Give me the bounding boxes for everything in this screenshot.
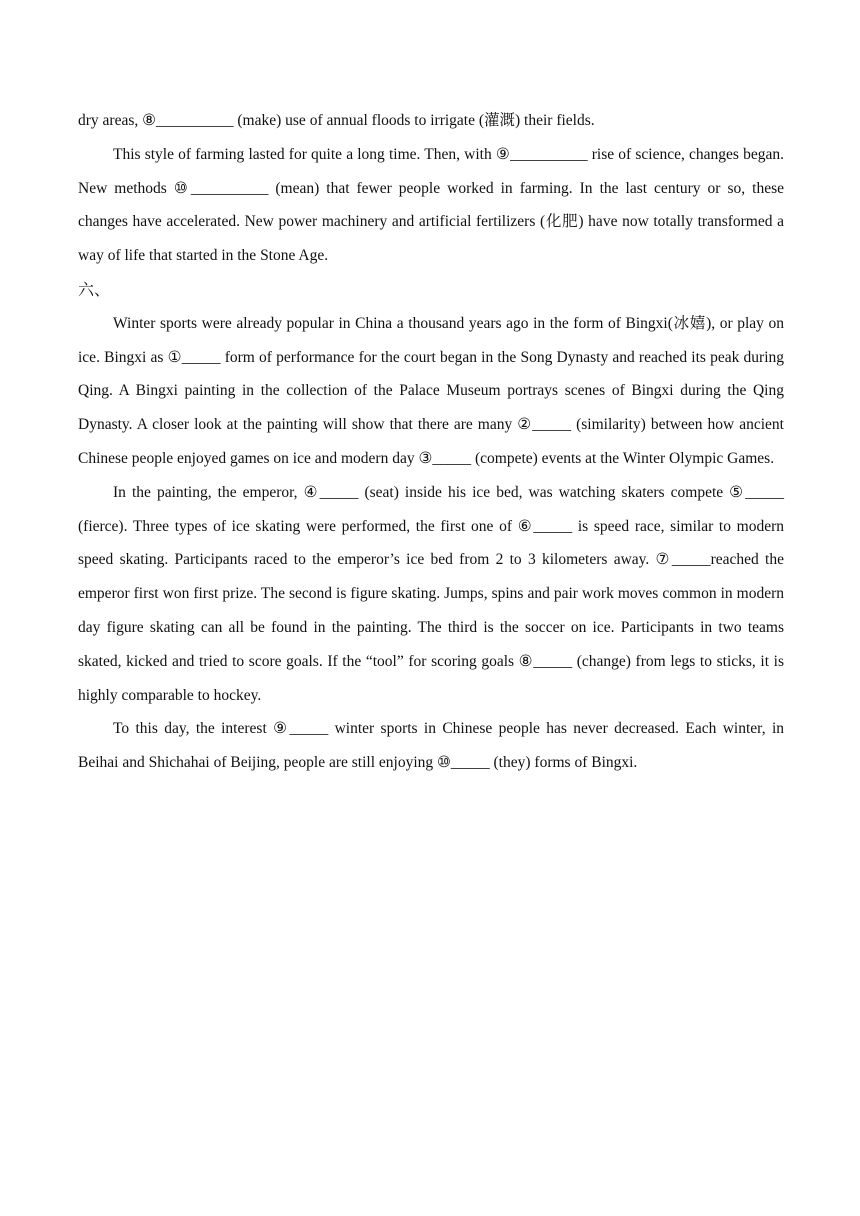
section-heading-six: 六、 (78, 279, 111, 299)
paragraph-farming-changes: This style of farming lasted for quite a long time. Then, with ⑨__________ rise of science, changes began. New methods ⑩__________ (mean) that fewer people worked in farming. In the last century or so, these changes have accelerated. New power machinery and artificial fertilizers (化肥) have now totally transformed a way of life that started in the Stone Age. (78, 145, 784, 265)
paragraph-interest-today: To this day, the interest ⑨_____ winter sports in Chinese people has never decreased. Each winter, in Beihai and Shichahai of Beijing, people are still enjoying ⑩_____ (they) forms of Bingxi. (78, 720, 784, 772)
document-page (78, 104, 784, 780)
paragraph-painting-description: In the painting, the emperor, ④_____ (seat) inside his ice bed, was watching skaters compete ⑤_____ (fierce). Three types of ice skating were performed, the first one of ⑥_____ is speed race, similar to modern speed skating. Participants raced to the emperor’s ice bed from 2 to 3 kilometers away. ⑦_____reached the emperor first won first prize. The second is figure skating. Jumps, spins and pair work moves common in modern day figure skating can all be found in the painting. The third is the soccer on ice. Participants in two teams skated, kicked and tried to score goals. If the “tool” for scoring goals ⑧_____ (change) from legs to sticks, it is highly comparable to hockey. (78, 483, 784, 704)
paragraph-fragment-dry-areas: dry areas, ⑧__________ (make) use of annual floods to irrigate (灌溉) their fields. (78, 112, 595, 129)
paragraph-bingxi-intro: Winter sports were already popular in China a thousand years ago in the form of Bingxi(冰嬉), or play on ice. Bingxi as ①_____ form of performance for the court began in the Song Dynasty and reached its peak during Qing. A Bingxi painting in the collection of the Palace Museum portrays scenes of Bingxi during the Qing Dynasty. A closer look at the painting will show that there are many ②_____ (similarity) between how ancient Chinese people enjoyed games on ice and modern day ③_____ (compete) events at the Winter Olympic Games. (78, 314, 784, 467)
